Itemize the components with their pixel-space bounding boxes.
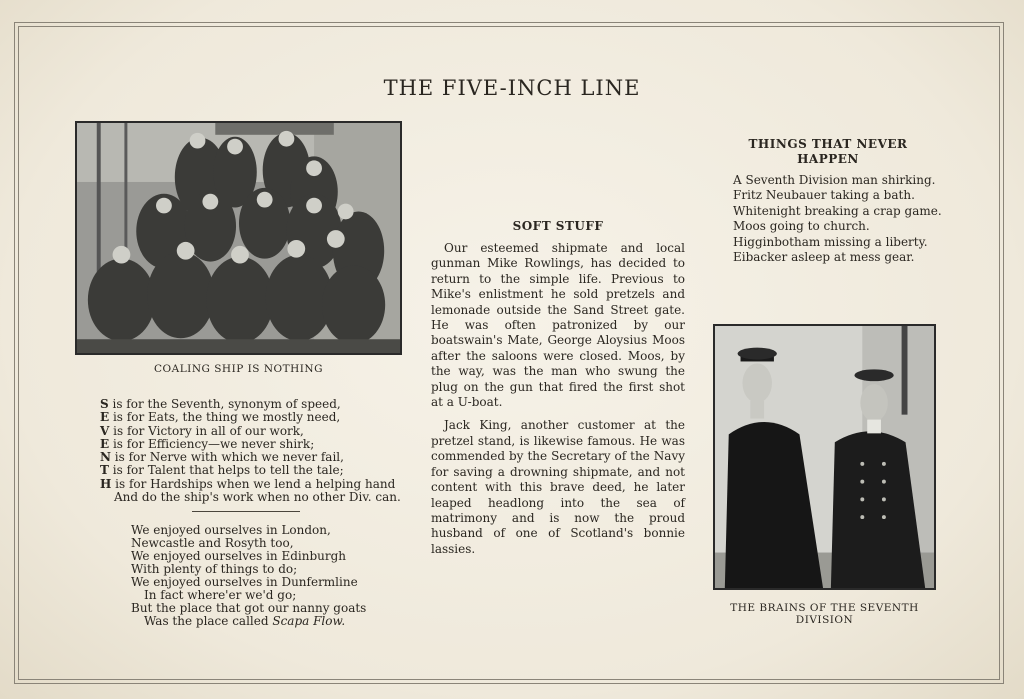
- poem-line: With plenty of things to do;: [131, 562, 298, 576]
- scapa-flow-text: Scapa Flow.: [272, 614, 346, 628]
- things-never-happen-heading: THINGS THAT NEVER HAPPEN: [748, 137, 908, 166]
- article-paragraph: Jack King, another customer at the pretzel stand, is likewise famous. He was commended by the Secretary of the Navy for saving a drowning shipmate, and not content with this brave deed, he later leaped headlong into the sea of matrimony and is now the proud husband of one of Scotland's bonnie lassies.: [431, 418, 685, 556]
- acrostic-line: S is for the Seventh, synonym of speed,: [100, 397, 341, 411]
- page-title: THE FIVE-INCH LINE: [383, 76, 641, 100]
- list-item: Eibacker asleep at mess gear.: [733, 250, 915, 265]
- soft-stuff-article: [431, 241, 685, 565]
- seventh-acrostic: [100, 398, 400, 504]
- list-item: Whitenight breaking a crap game.: [733, 203, 942, 218]
- acrostic-line: T is for Talent that helps to tell the tale;: [100, 463, 344, 478]
- poem-line: In fact where'er we'd go;: [144, 588, 297, 602]
- ports-poem: [131, 524, 391, 628]
- list-item: Fritz Neubauer taking a bath.: [733, 188, 915, 203]
- officers-photo: [713, 324, 936, 590]
- acrostic-line: E is for Eats, the thing we mostly need,: [100, 410, 341, 425]
- poem-line: We enjoyed ourselves in London,: [131, 523, 331, 537]
- list-item: Higginbotham missing a liberty.: [733, 234, 928, 249]
- poem-line: But the place that got our nanny goats: [131, 601, 367, 615]
- soft-stuff-heading: SOFT STUFF: [512, 219, 604, 233]
- list-item: A Seventh Division man shirking.: [733, 173, 936, 187]
- poem-line: We enjoyed ourselves in Edinburgh: [131, 549, 347, 563]
- list-item: Moos going to church.: [733, 219, 870, 234]
- article-paragraph: Our esteemed shipmate and local gunman Mike Rowlings, has decided to return to the simple life. Previous to Mike's enlistment he sold pretzels and lemonade outside the Sand Street gate. He was often patronized by our boatswain's Mate, George Aloysius Moos after the saloons were closed. Moos, by the way, was the man who swung the plug on the gun that fired the first shot at a U-boat.: [431, 241, 685, 410]
- acrostic-line: E is for Efficiency—we never shirk;: [100, 436, 315, 451]
- acrostic-line: H is for Hardships when we lend a helping hand: [100, 476, 396, 491]
- section-divider: [192, 511, 300, 512]
- brains-caption: THE BRAINS OF THE SEVENTH DIVISION: [730, 602, 919, 626]
- acrostic-line: N is for Nerve with which we never fail,: [100, 450, 344, 465]
- acrostic-line: V is for Victory in all of our work,: [100, 423, 304, 438]
- poem-line: Newcastle and Rosyth too,: [131, 536, 294, 550]
- coaling-ship-caption: COALING SHIP IS NOTHING: [153, 363, 323, 375]
- poem-last-line: Was the place called Scapa Flow.: [144, 614, 346, 628]
- coaling-ship-photo: [75, 121, 402, 355]
- things-never-happen-list: [733, 173, 963, 265]
- poem-line: We enjoyed ourselves in Dunfermline: [131, 575, 358, 589]
- acrostic-last-line: And do the ship's work when no other Div. can.: [114, 490, 401, 505]
